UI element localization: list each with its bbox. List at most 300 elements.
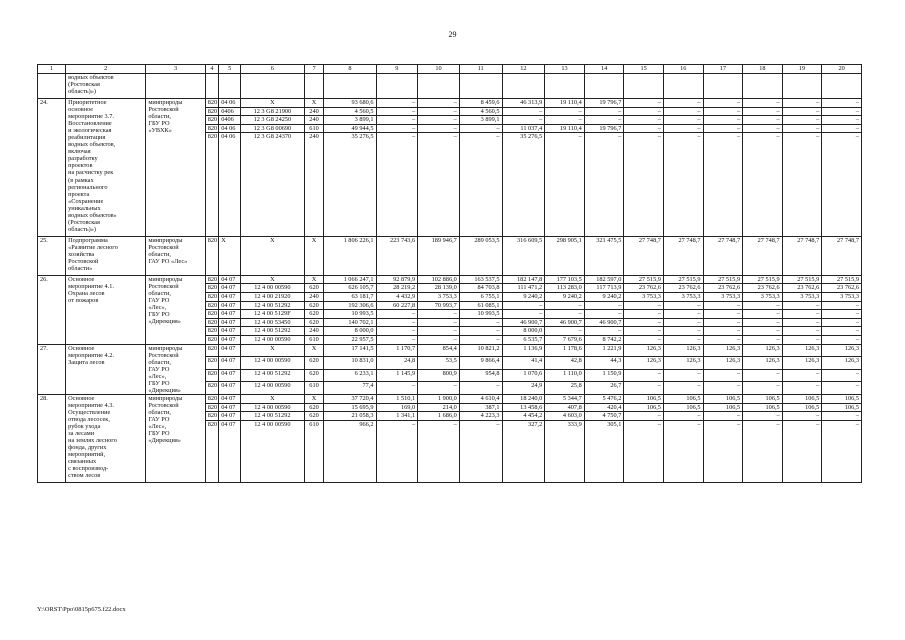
table-cell: 24,8 <box>376 357 418 370</box>
table-cell: 620 <box>304 357 324 370</box>
table-cell: – <box>418 107 460 116</box>
header-cell: 5 <box>219 65 241 74</box>
table-cell: – <box>584 327 624 336</box>
table-cell: – <box>822 412 862 421</box>
table-cell: 12 4 00 00590 <box>241 420 305 482</box>
header-cell: 3 <box>146 65 205 74</box>
table-cell: 24,9 <box>502 382 545 395</box>
table-cell: 106,5 <box>782 403 822 412</box>
table-cell: 1 136,9 <box>502 344 545 357</box>
table-cell: – <box>663 327 703 336</box>
table-cell: 126,3 <box>703 357 743 370</box>
table-cell: 12 4 00 00590 <box>241 403 305 412</box>
table-cell: 126,3 <box>782 357 822 370</box>
header-cell: 9 <box>376 65 418 74</box>
header-cell: 13 <box>545 65 585 74</box>
table-cell <box>418 74 460 99</box>
table-cell: – <box>502 107 545 116</box>
table-cell: – <box>663 369 703 382</box>
table-cell: 820 <box>205 394 219 403</box>
table-cell: – <box>418 116 460 125</box>
table-cell: 169,0 <box>376 403 418 412</box>
table-cell: – <box>584 107 624 116</box>
table-cell: – <box>624 336 664 345</box>
table-cell: 4 223,3 <box>459 412 502 421</box>
header-cell: 6 <box>241 65 305 74</box>
table-cell: 6 535,7 <box>502 336 545 345</box>
table-cell: 610 <box>304 124 324 133</box>
table-cell: – <box>624 327 664 336</box>
table-cell: 61 085,1 <box>459 301 502 310</box>
table-cell: – <box>584 310 624 319</box>
table-cell: – <box>418 99 460 108</box>
table-cell: 5 476,2 <box>584 394 624 403</box>
table-cell: 53,5 <box>418 357 460 370</box>
table-cell: 820 <box>205 107 219 116</box>
table-cell: 820 <box>205 357 219 370</box>
table-cell: – <box>782 382 822 395</box>
table-cell: 04 07 <box>219 369 241 382</box>
table-cell: 102 886,0 <box>418 275 460 284</box>
table-cell: – <box>624 318 664 327</box>
table-cell: 04 06 <box>219 124 241 133</box>
table-cell: 1 806 226,1 <box>324 236 376 275</box>
table-cell: 0406 <box>219 107 241 116</box>
table-cell: 106,5 <box>743 403 783 412</box>
table-cell: 49 944,5 <box>324 124 376 133</box>
table-cell: 12 4 00 00590 <box>241 357 305 370</box>
table-cell: 106,5 <box>663 394 703 403</box>
table-cell: – <box>663 99 703 108</box>
table-cell: 18 240,0 <box>502 394 545 403</box>
table-cell: – <box>624 99 664 108</box>
table-cell: 106,5 <box>663 403 703 412</box>
table-cell: 820 <box>205 284 219 293</box>
program-name: Подпрограмма «Развитие лесного хозяйства Ростовской области» <box>66 236 146 275</box>
executor: минприроды Ростовской области, ГАУ РО «Лес», ГБУ РО «Дирекция» <box>146 344 205 394</box>
table-cell: 106,5 <box>822 394 862 403</box>
table-cell: 8 742,2 <box>584 336 624 345</box>
table-cell: X <box>304 394 324 403</box>
table-cell: 4 454,2 <box>502 412 545 421</box>
table-cell: – <box>418 133 460 237</box>
table-cell: 820 <box>205 412 219 421</box>
table-cell: 620 <box>304 310 324 319</box>
table-cell: – <box>545 116 585 125</box>
table-cell <box>304 74 324 99</box>
table-cell: 620 <box>304 403 324 412</box>
table-cell: 620 <box>304 318 324 327</box>
table-cell: – <box>822 99 862 108</box>
table-cell: 12 4 00 21920 <box>241 293 305 302</box>
table-cell: – <box>822 420 862 482</box>
table-cell: 6 233,1 <box>324 369 376 382</box>
table-cell: 3 899,1 <box>459 116 502 125</box>
table-cell: 966,2 <box>324 420 376 482</box>
table-cell: – <box>782 412 822 421</box>
table-cell: 610 <box>304 382 324 395</box>
table-cell: 182 597,0 <box>584 275 624 284</box>
table-cell: – <box>703 412 743 421</box>
table-cell: 140 702,1 <box>324 318 376 327</box>
table-cell: – <box>782 369 822 382</box>
table-cell: – <box>624 412 664 421</box>
table-cell: X <box>241 99 305 108</box>
table-cell: – <box>822 318 862 327</box>
table-cell: 25,8 <box>545 382 585 395</box>
table-cell: 27 515,9 <box>782 275 822 284</box>
table-cell: 126,3 <box>663 357 703 370</box>
table-cell: – <box>502 116 545 125</box>
header-cell: 11 <box>459 65 502 74</box>
table-cell: – <box>459 327 502 336</box>
header-cell: 2 <box>66 65 146 74</box>
table-cell: 42,8 <box>545 357 585 370</box>
table-cell: – <box>624 133 664 237</box>
executor: минприроды Ростовской области, ГАУ РО «Лес» <box>146 236 205 275</box>
table-cell: 23 762,6 <box>782 284 822 293</box>
table-cell: 321 475,5 <box>584 236 624 275</box>
header-cell: 20 <box>822 65 862 74</box>
table-cell: 04 07 <box>219 301 241 310</box>
row-number: 24. <box>38 99 66 237</box>
table-cell: 126,3 <box>743 357 783 370</box>
table-cell: – <box>418 310 460 319</box>
table-cell: 305,1 <box>584 420 624 482</box>
table-cell: – <box>418 336 460 345</box>
table-cell: X <box>241 394 305 403</box>
table-cell: X <box>304 344 324 357</box>
table-cell: 189 946,7 <box>418 236 460 275</box>
table-cell: – <box>782 124 822 133</box>
table-cell: – <box>459 133 502 237</box>
table-cell: – <box>782 420 822 482</box>
table-cell: 27 748,7 <box>782 236 822 275</box>
table-cell: 420,4 <box>584 403 624 412</box>
table-cell: – <box>376 107 418 116</box>
table-cell: 3 753,3 <box>624 293 664 302</box>
header-cell: 14 <box>584 65 624 74</box>
table-cell: 106,5 <box>703 403 743 412</box>
table-cell: – <box>782 116 822 125</box>
table-cell: – <box>782 301 822 310</box>
table-cell: 3 753,3 <box>743 293 783 302</box>
table-cell: – <box>584 116 624 125</box>
table-cell: 240 <box>304 107 324 116</box>
table-cell <box>205 74 219 99</box>
table-cell: 223 743,6 <box>376 236 418 275</box>
table-cell <box>624 74 664 99</box>
table-cell: – <box>703 107 743 116</box>
table-cell: – <box>743 382 783 395</box>
table-cell <box>146 74 205 99</box>
table-cell: 63 181,7 <box>324 293 376 302</box>
table-cell: – <box>545 310 585 319</box>
table-cell: 289 053,5 <box>459 236 502 275</box>
table-row <box>38 394 862 403</box>
table-cell: – <box>703 124 743 133</box>
table-cell: 12 4 00 00590 <box>241 284 305 293</box>
table-cell: – <box>703 327 743 336</box>
table-cell: 327,2 <box>502 420 545 482</box>
table-cell: – <box>376 116 418 125</box>
table-cell: 6 755,1 <box>459 293 502 302</box>
table-cell: 106,5 <box>822 403 862 412</box>
table-cell: – <box>418 420 460 482</box>
table-cell <box>703 74 743 99</box>
table-cell: 820 <box>205 116 219 125</box>
table-cell: 12 4 00 51292 <box>241 301 305 310</box>
table-cell <box>502 74 545 99</box>
table-cell: 1 900,0 <box>418 394 460 403</box>
table-cell: – <box>822 133 862 237</box>
table-cell: 04 07 <box>219 310 241 319</box>
table-cell: 1 170,7 <box>376 344 418 357</box>
table-cell: 3 753,3 <box>703 293 743 302</box>
table-cell: – <box>663 420 703 482</box>
table-cell: 12 4 00 00590 <box>241 382 305 395</box>
row-number: 27. <box>38 344 66 394</box>
table-cell: 04 07 <box>219 344 241 357</box>
table-cell: 4 560,5 <box>459 107 502 116</box>
table-cell: 106,5 <box>624 403 664 412</box>
table-cell: 27 748,7 <box>624 236 664 275</box>
table-cell: 04 07 <box>219 293 241 302</box>
table-cell: – <box>743 107 783 116</box>
table-cell: 92 879,9 <box>376 275 418 284</box>
table-cell: – <box>743 336 783 345</box>
table-cell: 1 341,1 <box>376 412 418 421</box>
table-row <box>38 275 862 284</box>
table-cell: – <box>418 318 460 327</box>
table-cell: – <box>376 327 418 336</box>
table-cell: – <box>782 310 822 319</box>
table-cell: 4 432,9 <box>376 293 418 302</box>
table-cell: – <box>502 310 545 319</box>
table-cell: – <box>624 124 664 133</box>
table-cell: 44,3 <box>584 357 624 370</box>
table-cell: 15 695,9 <box>324 403 376 412</box>
table-cell: 1 070,6 <box>502 369 545 382</box>
table-cell: 13 458,6 <box>502 403 545 412</box>
table-cell: 27 515,9 <box>663 275 703 284</box>
table-cell <box>584 74 624 99</box>
table-cell: – <box>663 133 703 237</box>
table-cell: 9 240,2 <box>584 293 624 302</box>
table-cell: 12 4 00 51292 <box>241 412 305 421</box>
header-cell: 12 <box>502 65 545 74</box>
table-cell: – <box>703 116 743 125</box>
table-cell: 46 900,7 <box>545 318 585 327</box>
table-cell: 820 <box>205 344 219 357</box>
table-cell: 11 037,4 <box>502 124 545 133</box>
table-cell: 17 141,5 <box>324 344 376 357</box>
table-cell: 240 <box>304 116 324 125</box>
table-cell: 35 276,5 <box>324 133 376 237</box>
table-cell: 820 <box>205 124 219 133</box>
table-cell: – <box>822 116 862 125</box>
table-cell: 620 <box>304 412 324 421</box>
table-cell: 4 750,7 <box>584 412 624 421</box>
table-cell: 610 <box>304 336 324 345</box>
table-cell: 820 <box>205 310 219 319</box>
table-cell: – <box>459 124 502 133</box>
table-cell: 04 07 <box>219 412 241 421</box>
table-cell: – <box>376 382 418 395</box>
table-cell: X <box>304 275 324 284</box>
table-cell: 04 07 <box>219 327 241 336</box>
program-name: Основное мероприятие 4.1. Охрана лесов от пожаров <box>66 275 146 344</box>
table-cell: 126,3 <box>703 344 743 357</box>
table-cell: – <box>663 412 703 421</box>
table-cell: – <box>743 133 783 237</box>
table-cell: 126,3 <box>743 344 783 357</box>
table-cell: 111 471,2 <box>502 284 545 293</box>
table-cell: – <box>822 327 862 336</box>
table-cell: – <box>502 301 545 310</box>
table-cell: 12 3 G8 24250 <box>241 116 305 125</box>
table-cell: – <box>822 107 862 116</box>
table-cell: 800,9 <box>418 369 460 382</box>
table-cell: 41,4 <box>502 357 545 370</box>
table-cell: 04 07 <box>219 382 241 395</box>
table-cell: 1 178,6 <box>545 344 585 357</box>
table-cell: 620 <box>304 284 324 293</box>
header-cell: 16 <box>663 65 703 74</box>
table-cell: 1 510,1 <box>376 394 418 403</box>
table-cell: 117 713,9 <box>584 284 624 293</box>
table-cell: 1 110,0 <box>545 369 585 382</box>
table-cell <box>324 74 376 99</box>
table-cell: – <box>822 301 862 310</box>
table-cell: 27 515,9 <box>822 275 862 284</box>
table-cell: 12 4 00 53450 <box>241 318 305 327</box>
header-cell: 17 <box>703 65 743 74</box>
table-cell: 954,8 <box>459 369 502 382</box>
table-cell <box>459 74 502 99</box>
table-cell: – <box>822 369 862 382</box>
table-row <box>38 344 862 357</box>
table-cell <box>241 74 305 99</box>
table-cell: 23 762,6 <box>624 284 664 293</box>
table-cell: 21 058,3 <box>324 412 376 421</box>
table-cell: – <box>663 116 703 125</box>
table-cell: 820 <box>205 318 219 327</box>
table-cell: 46 900,7 <box>584 318 624 327</box>
table-cell: 333,9 <box>545 420 585 482</box>
table-cell: 214,0 <box>418 403 460 412</box>
table-cell: – <box>459 336 502 345</box>
page-number: 29 <box>448 30 457 39</box>
table-cell: – <box>743 369 783 382</box>
table-cell: 04 07 <box>219 420 241 482</box>
table-cell: 46 900,7 <box>502 318 545 327</box>
table-cell: 23 762,6 <box>743 284 783 293</box>
table-cell: – <box>743 116 783 125</box>
table-cell: – <box>584 301 624 310</box>
table-cell: – <box>743 124 783 133</box>
table-cell: 04 06 <box>219 99 241 108</box>
table-cell: 163 537,5 <box>459 275 502 284</box>
table-cell: 3 899,1 <box>324 116 376 125</box>
table-cell: 820 <box>205 369 219 382</box>
file-path: Y:\ORST\Ppo\0815p675.f22.docx <box>37 606 126 613</box>
table-cell: 22 957,5 <box>324 336 376 345</box>
table-cell: – <box>743 310 783 319</box>
table-cell: – <box>703 369 743 382</box>
table-cell: – <box>545 301 585 310</box>
table-cell: 106,5 <box>743 394 783 403</box>
table-cell: 27 515,9 <box>743 275 783 284</box>
table-cell: 5 344,7 <box>545 394 585 403</box>
table-cell <box>219 74 241 99</box>
table-cell: 3 753,3 <box>782 293 822 302</box>
table-cell: 106,5 <box>703 394 743 403</box>
table-cell: – <box>822 382 862 395</box>
table-cell: 8 459,6 <box>459 99 502 108</box>
table-cell: – <box>703 336 743 345</box>
table-cell <box>822 74 862 99</box>
header-cell: 7 <box>304 65 324 74</box>
table-cell: – <box>782 107 822 116</box>
table-cell: 113 283,0 <box>545 284 585 293</box>
table-cell: – <box>782 99 822 108</box>
table-cell: – <box>418 124 460 133</box>
header-row <box>38 65 862 74</box>
table-cell: – <box>663 124 703 133</box>
table-cell: 387,1 <box>459 403 502 412</box>
table-cell: – <box>624 420 664 482</box>
table-cell: 8 000,0 <box>324 327 376 336</box>
table-cell: 12 4 00 00590 <box>241 336 305 345</box>
table-cell <box>782 74 822 99</box>
table-cell: 3 753,3 <box>418 293 460 302</box>
table-cell: X <box>241 236 305 275</box>
table-cell: 7 679,6 <box>545 336 585 345</box>
table-cell: 19 796,7 <box>584 124 624 133</box>
header-cell: 15 <box>624 65 664 74</box>
table-cell: 126,3 <box>624 357 664 370</box>
table-cell: – <box>624 107 664 116</box>
table-cell: – <box>624 310 664 319</box>
table-cell: X <box>241 344 305 357</box>
table-cell: 1 686,0 <box>418 412 460 421</box>
table-cell: 820 <box>205 99 219 108</box>
table-cell: 1 145,9 <box>376 369 418 382</box>
table-cell: 28 139,0 <box>418 284 460 293</box>
table-cell: 04 07 <box>219 284 241 293</box>
table-cell: – <box>703 318 743 327</box>
table-cell: – <box>376 133 418 237</box>
table-cell: 126,3 <box>663 344 703 357</box>
table-cell: 27 748,7 <box>663 236 703 275</box>
table-cell: 8 000,0 <box>502 327 545 336</box>
table-cell: 820 <box>205 293 219 302</box>
header-cell: 8 <box>324 65 376 74</box>
table-cell: 70 993,7 <box>418 301 460 310</box>
table-cell: водных объектов (Ростовская область)») <box>66 74 146 99</box>
table-cell: 27 515,9 <box>624 275 664 284</box>
table-cell: 27 748,7 <box>822 236 862 275</box>
table-cell: – <box>584 133 624 237</box>
table-cell <box>545 74 585 99</box>
table-cell: 37 720,4 <box>324 394 376 403</box>
table-cell: 3 753,3 <box>822 293 862 302</box>
table-cell: – <box>822 336 862 345</box>
table-cell: 9 240,2 <box>502 293 545 302</box>
table-cell: – <box>418 382 460 395</box>
table-cell: – <box>703 382 743 395</box>
